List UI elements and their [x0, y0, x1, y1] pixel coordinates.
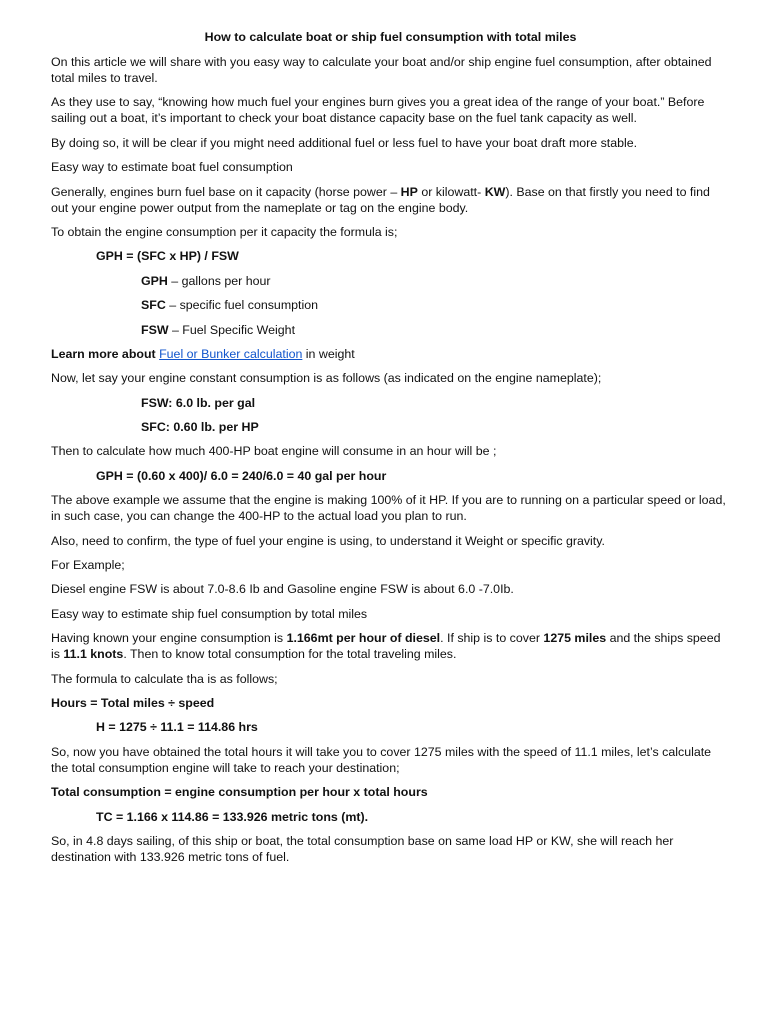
fsw-value-text: FSW: 6.0 lb. per gal [141, 395, 256, 410]
formula-intro-2: The formula to calculate tha is as follows; [51, 671, 278, 686]
definition-term: SFC [141, 298, 166, 313]
example-label: For Example; [51, 558, 125, 573]
learn-more-line [51, 346, 730, 362]
intro-paragraph: On this article we will share with you easy way to calculate your boat and/or ship engine fuel consumption, after obtained total miles to travel. [51, 55, 712, 85]
hp-bold: HP [400, 184, 418, 199]
gph-formula-text: GPH = (SFC x HP) / FSW [96, 249, 239, 264]
text-span: ). Base on that firstly you need to find out your engine power output from the nameplate or tag on the engine body. [51, 184, 710, 215]
tc-calculation-text: TC = 1.166 x 114.86 = 133.926 metric tons (mt). [96, 809, 369, 824]
definition-desc: – specific fuel consumption [165, 298, 319, 313]
conclusion-paragraph: So, in 4.8 days sailing, of this ship or boat, the total consumption base on same load HP or KW, she will reach her destination with 133.926 metric tons of fuel. [51, 833, 674, 864]
definition-desc: – gallons per hour [167, 273, 271, 288]
text-span: Having known your engine consumption is [51, 631, 287, 646]
hours-formula-text: Hours = Total miles ÷ speed [51, 695, 215, 710]
text-span: in weight [302, 346, 355, 361]
fsw-value [51, 395, 730, 411]
text-span: . Then to know total consumption for the total traveling miles. [123, 647, 457, 662]
kw-bold: KW [484, 184, 506, 199]
consumption-bold: 1.166mt per hour of diesel [286, 631, 441, 646]
definition-desc: – Fuel Specific Weight [168, 322, 296, 337]
document-title: How to calculate boat or ship fuel consumption with total miles [204, 30, 577, 44]
hours-calculation [51, 719, 730, 735]
sfc-value [51, 419, 730, 435]
gph-calculation-text: GPH = (0.60 x 400)/ 6.0 = 240/6.0 = 40 gal per hour [96, 468, 387, 483]
definition-term: FSW [141, 322, 169, 337]
calc-intro-paragraph: Then to calculate how much 400-HP boat engine will consume in an hour will be ; [51, 444, 497, 459]
bunker-calculation-link[interactable]: Fuel or Bunker calculation [159, 346, 303, 361]
tc-calculation [51, 809, 730, 825]
text-span: or kilowatt- [417, 184, 485, 199]
tc-formula-text: Total consumption = engine consumption per hour x total hours [51, 785, 428, 800]
definition-gph [51, 273, 730, 289]
fsw-range-paragraph: Diesel engine FSW is about 7.0-8.6 Ib and Gasoline engine FSW is about 6.0 -7.0Ib. [51, 582, 514, 597]
ship-consumption-paragraph [51, 630, 730, 662]
definition-sfc [51, 297, 730, 313]
hours-calculation-text: H = 1275 ÷ 11.1 = 114.86 hrs [96, 720, 258, 735]
assumption-paragraph: The above example we assume that the engine is making 100% of it HP. If you are to running on a particular speed or load, in such case, you can change the 400-HP to the actual load you plan to run. [51, 493, 726, 524]
sfc-value-text: SFC: 0.60 lb. per HP [141, 420, 259, 435]
miles-bold: 1275 miles [543, 631, 607, 646]
text-span: Generally, engines burn fuel base on it capacity (horse power – [51, 184, 401, 199]
definition-term: GPH [141, 273, 168, 288]
definition-fsw [51, 322, 730, 338]
text-span: and the ships speed is [51, 631, 721, 662]
formula-intro: To obtain the engine consumption per it capacity the formula is; [51, 224, 398, 239]
total-hours-paragraph: So, now you have obtained the total hours it will take you to cover 1275 miles with the speed of 11.1 miles, let’s calculate the total consumption engine will take to reach your destination; [51, 744, 712, 775]
tc-formula [51, 784, 730, 800]
clarity-paragraph: By doing so, it will be clear if you might need additional fuel or less fuel to have your boat draft more stable. [51, 135, 638, 150]
engine-capacity-paragraph [51, 184, 730, 216]
hours-formula [51, 695, 730, 711]
speed-bold: 11.1 knots [63, 647, 124, 662]
section-heading-boat: Easy way to estimate boat fuel consumption [51, 160, 293, 175]
fuel-type-paragraph: Also, need to confirm, the type of fuel your engine is using, to understand it Weight or specific gravity. [51, 533, 605, 548]
range-paragraph: As they use to say, “knowing how much fuel your engines burn gives you a great idea of the range of your boat.” Before sailing out a boat, it’s important to check your boat distance capacity base on the fuel tank capacity as well. [51, 95, 705, 126]
learn-more-label: Learn more about [51, 346, 160, 361]
text-span: . If ship is to cover [440, 631, 544, 646]
section-heading-ship: Easy way to estimate ship fuel consumption by total miles [51, 606, 368, 621]
gph-calculation [51, 468, 730, 484]
gph-formula [51, 248, 730, 264]
constant-consumption-paragraph: Now, let say your engine constant consumption is as follows (as indicated on the engine nameplate); [51, 371, 602, 386]
